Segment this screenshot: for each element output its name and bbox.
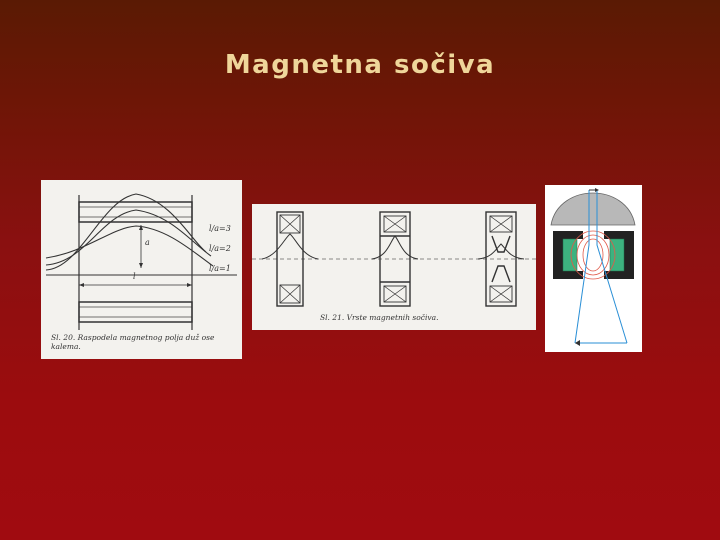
lens-housing-top <box>551 193 635 225</box>
field-distribution-figure <box>41 180 242 359</box>
label-ratio-2: l/a=2 <box>209 244 231 253</box>
coil-left <box>563 239 577 271</box>
figure-caption-20: Sl. 20. Raspodela magnetnog polja duž ose kalema. <box>51 333 215 351</box>
lens-types-diagram <box>252 204 536 330</box>
coil-bottom-section <box>79 302 192 322</box>
magnetic-field-lines <box>571 231 615 279</box>
slide-title: Magnetna sočiva <box>224 50 496 80</box>
label-l: l <box>133 272 136 281</box>
lens-cross-section-diagram <box>545 185 642 352</box>
label-ratio-3: l/a=3 <box>209 224 231 233</box>
lens-types-figure <box>252 204 536 330</box>
field-curve-ratio-2 <box>46 210 211 265</box>
label-ratio-1: l/a=1 <box>209 264 231 273</box>
lens-cross-section-figure <box>545 185 642 352</box>
coil-top-section <box>79 202 192 222</box>
label-a: a <box>145 238 150 247</box>
figure-caption-21: Sl. 21. Vrste magnetnih sočiva. <box>320 313 439 322</box>
